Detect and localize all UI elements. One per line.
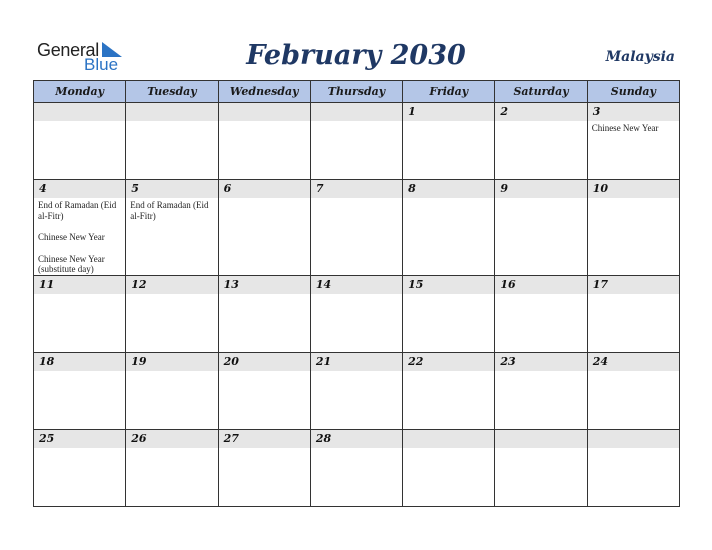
day-number: 28: [311, 430, 402, 448]
weekday-header: Tuesday: [126, 81, 218, 103]
day-number: 25: [34, 430, 125, 448]
day-cell: [34, 103, 126, 180]
day-cell: [126, 429, 218, 506]
day-number: 26: [126, 430, 217, 448]
day-cell: [587, 352, 679, 429]
day-number: 3: [588, 103, 679, 121]
day-number: 11: [34, 276, 125, 294]
week-row: [34, 103, 680, 180]
day-number: 2: [495, 103, 586, 121]
day-cell: [310, 352, 402, 429]
holiday-list: [588, 121, 679, 134]
day-number: 13: [219, 276, 310, 294]
day-number: [403, 430, 494, 448]
day-cell: [310, 180, 402, 276]
day-number: 6: [219, 180, 310, 198]
day-number: 27: [219, 430, 310, 448]
holiday-label: Chinese New Year: [591, 123, 659, 133]
weekday-header: Friday: [403, 81, 495, 103]
holiday-list: [126, 198, 217, 221]
day-cell: [310, 429, 402, 506]
day-number: 17: [588, 276, 679, 294]
day-number: 10: [588, 180, 679, 198]
day-number: [219, 103, 310, 121]
day-cell: [218, 103, 310, 180]
holiday-list: [34, 198, 125, 275]
day-number: 18: [34, 353, 125, 371]
day-number: [126, 103, 217, 121]
day-number: 12: [126, 276, 217, 294]
day-number: 4: [34, 180, 125, 198]
day-cell: [403, 275, 495, 352]
calendar-grid: [33, 80, 680, 507]
day-cell: [495, 429, 587, 506]
weekday-header: Monday: [34, 81, 126, 103]
day-number: 1: [403, 103, 494, 121]
day-cell: [218, 180, 310, 276]
weekday-header: Wednesday: [218, 81, 310, 103]
weekday-header: Saturday: [495, 81, 587, 103]
day-number: 8: [403, 180, 494, 198]
day-cell: [34, 429, 126, 506]
day-cell: [34, 352, 126, 429]
day-number: 23: [495, 353, 586, 371]
calendar-title: February 2030: [246, 40, 466, 71]
day-number: [34, 103, 125, 121]
day-number: 22: [403, 353, 494, 371]
day-cell: [495, 103, 587, 180]
day-cell: [587, 429, 679, 506]
week-row: [34, 429, 680, 506]
weekday-header-row: [34, 81, 680, 103]
day-number: 16: [495, 276, 586, 294]
week-row: [34, 275, 680, 352]
day-cell: [403, 103, 495, 180]
day-number: 5: [126, 180, 217, 198]
day-cell: [34, 180, 126, 276]
day-number: 19: [126, 353, 217, 371]
logo-text-general: General: [37, 40, 99, 60]
day-cell: [495, 275, 587, 352]
day-number: 20: [219, 353, 310, 371]
day-cell: [126, 352, 218, 429]
logo-text-blue: Blue: [84, 55, 119, 74]
country-label: Malaysia: [605, 49, 675, 65]
day-number: 21: [311, 353, 402, 371]
day-number: 7: [311, 180, 402, 198]
day-cell: [495, 180, 587, 276]
day-cell: [403, 429, 495, 506]
day-cell: [218, 352, 310, 429]
holiday-label: End of Ramadan (Eid al-Fitr): [38, 200, 117, 221]
day-cell: [403, 180, 495, 276]
day-number: 15: [403, 276, 494, 294]
day-cell: [126, 275, 218, 352]
day-number: 9: [495, 180, 586, 198]
day-cell: [34, 275, 126, 352]
holiday-label: Chinese New Year (substitute day): [38, 253, 105, 274]
day-cell: [587, 275, 679, 352]
day-number: [495, 430, 586, 448]
day-cell: [403, 352, 495, 429]
weekday-header: Sunday: [587, 81, 679, 103]
day-cell: [310, 275, 402, 352]
day-cell: [126, 180, 218, 276]
day-cell: [218, 275, 310, 352]
week-row: [34, 352, 680, 429]
day-cell: [495, 352, 587, 429]
day-number: [311, 103, 402, 121]
weekday-header: Thursday: [310, 81, 402, 103]
day-cell: [310, 103, 402, 180]
day-cell: [587, 103, 679, 180]
week-row: [34, 180, 680, 276]
holiday-label: Chinese New Year: [38, 232, 105, 242]
day-number: [588, 430, 679, 448]
day-cell: [587, 180, 679, 276]
day-number: 24: [588, 353, 679, 371]
day-cell: [218, 429, 310, 506]
day-cell: [126, 103, 218, 180]
day-number: 14: [311, 276, 402, 294]
holiday-label: End of Ramadan (Eid al-Fitr): [130, 200, 209, 221]
